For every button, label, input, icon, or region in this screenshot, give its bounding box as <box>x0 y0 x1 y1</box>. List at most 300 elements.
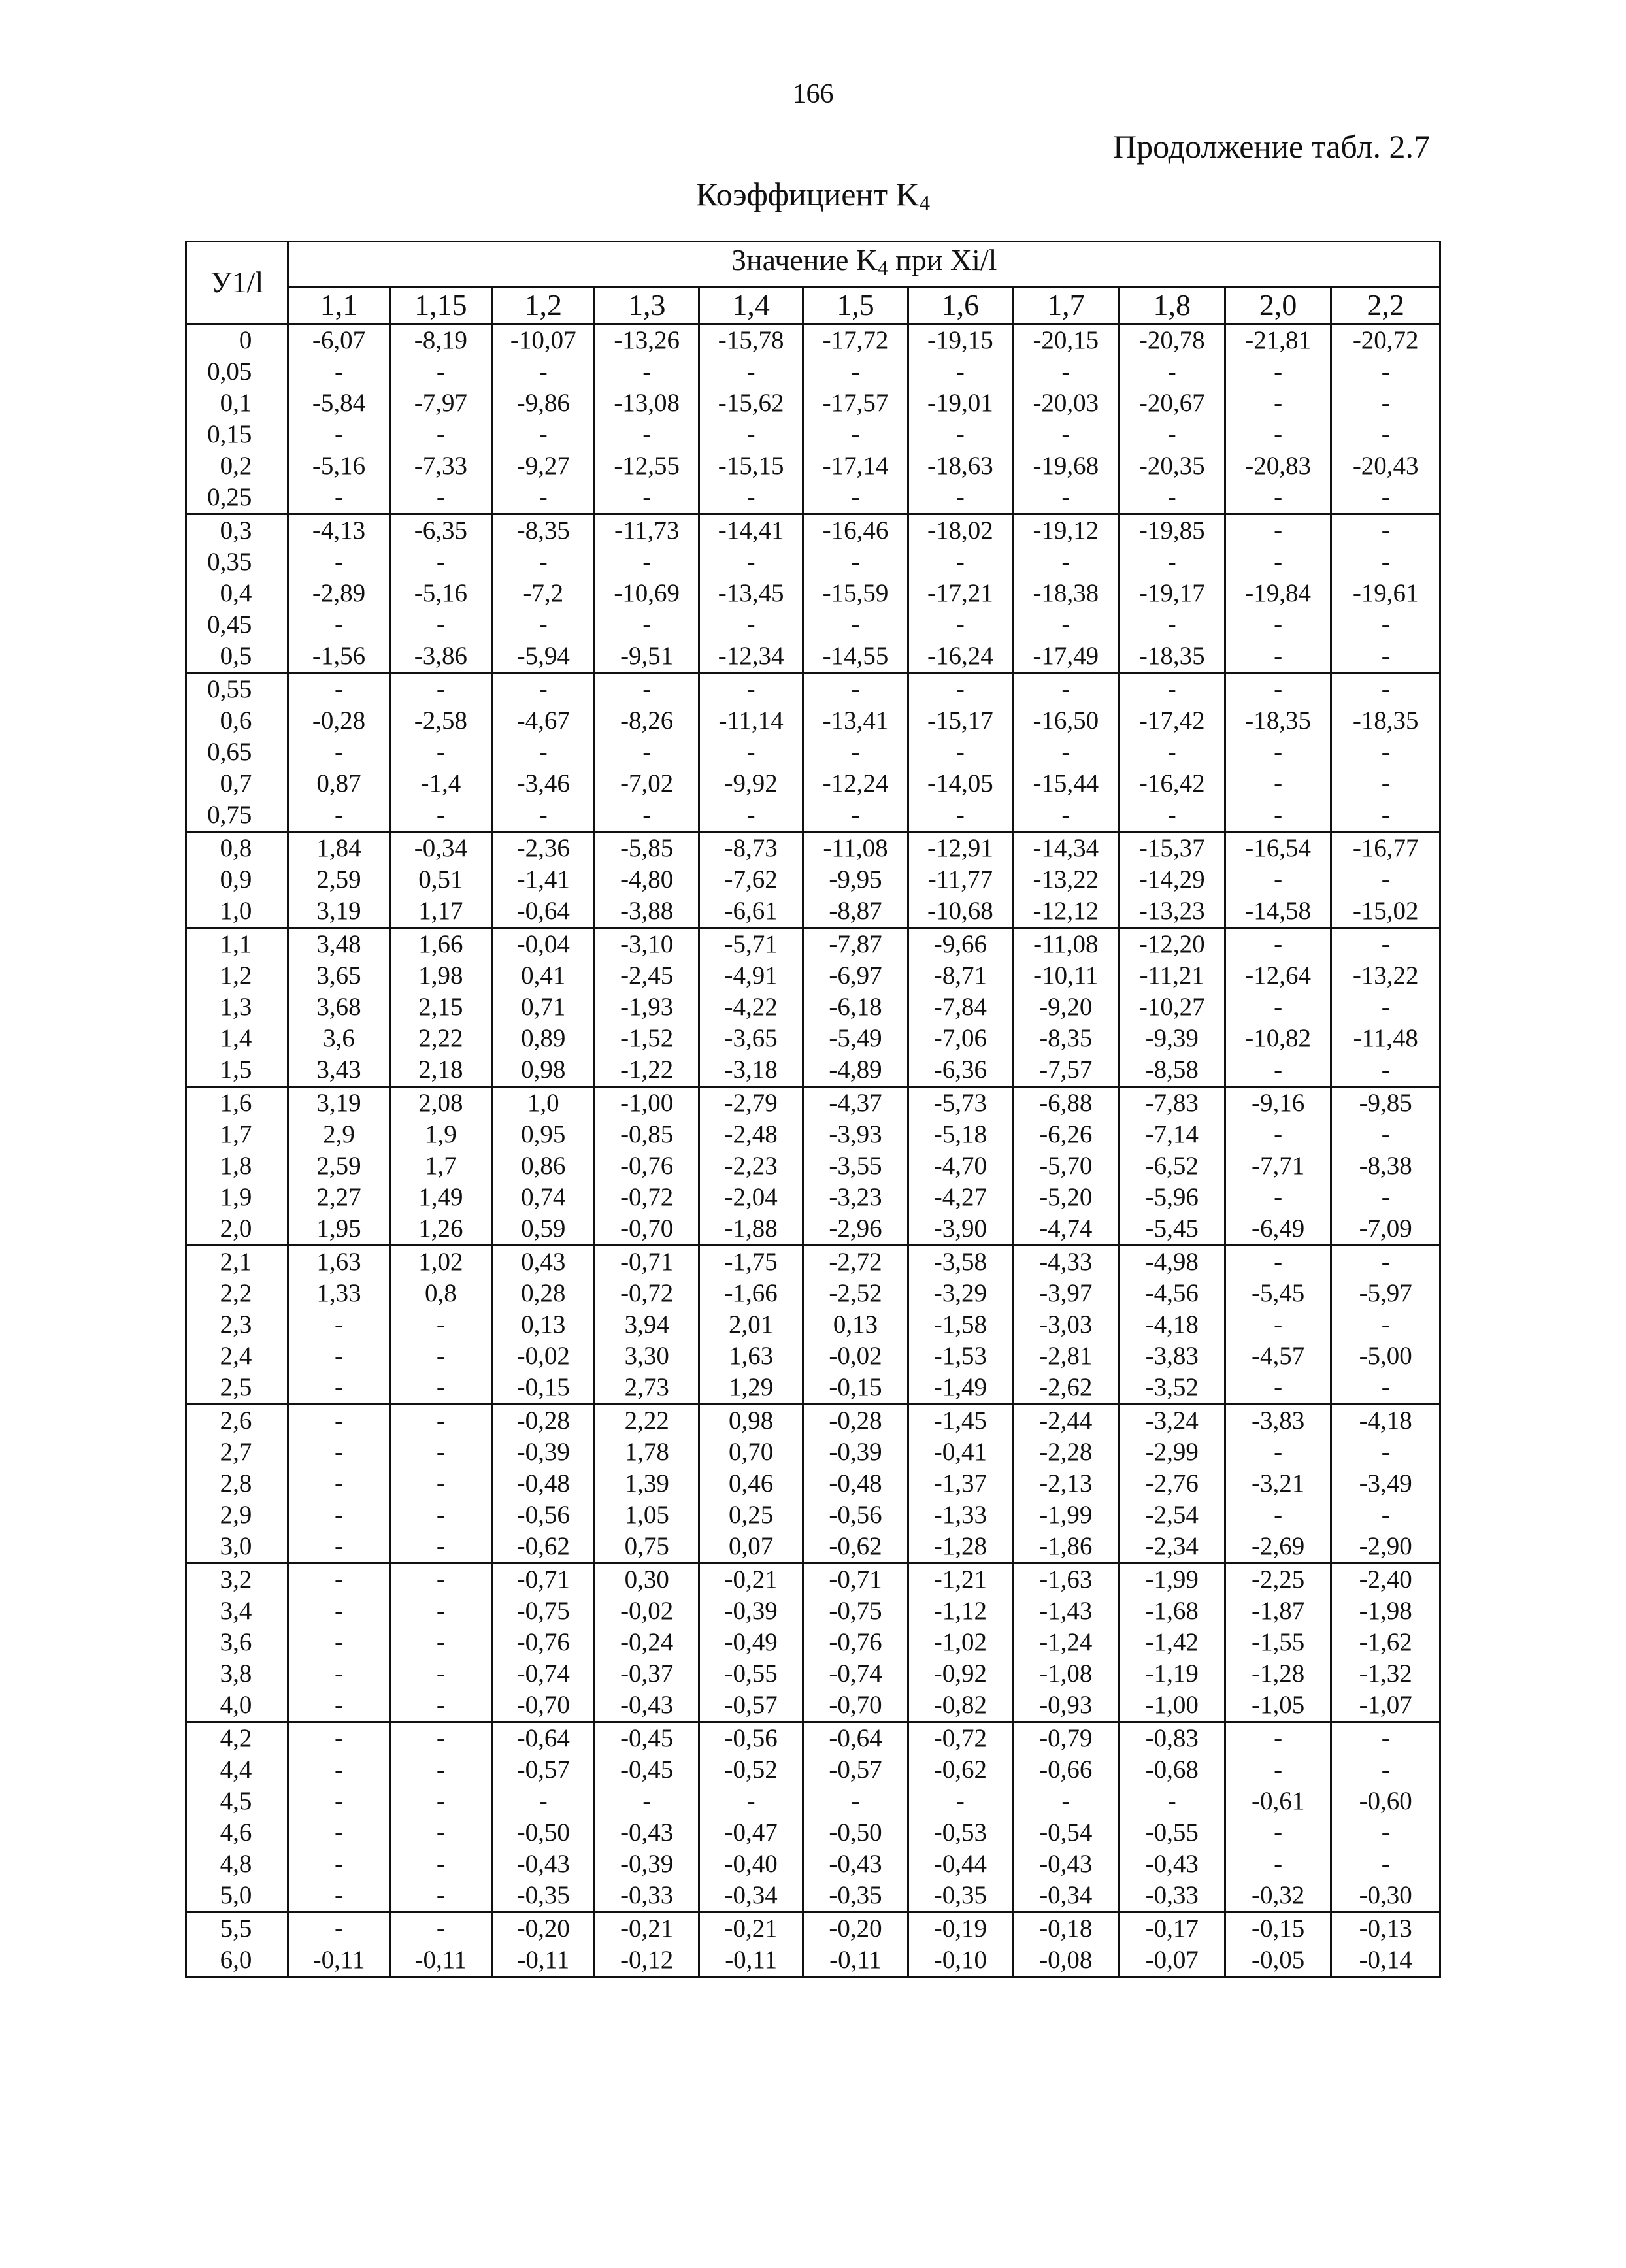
table-value: -0,35 <box>516 1880 570 1909</box>
table-value: -1,75 <box>724 1247 778 1276</box>
table-value: -0,83 <box>1145 1724 1199 1752</box>
table-value: - <box>335 1849 344 1878</box>
table-value: - <box>335 1914 344 1943</box>
table-value: -0,71 <box>620 1247 674 1276</box>
column-header: 1,4 <box>699 286 803 324</box>
table-value: -4,98 <box>1145 1247 1199 1276</box>
table-value: -0,04 <box>516 929 570 958</box>
table-value: -0,28 <box>516 1406 570 1435</box>
table-value: - <box>1274 675 1283 703</box>
table-value: - <box>539 547 548 576</box>
table-value: 1,63 <box>316 1247 361 1276</box>
table-value: -16,77 <box>1352 833 1419 862</box>
table-value: -0,21 <box>724 1565 778 1593</box>
value-cell <box>1225 1563 1331 1722</box>
table-value: -0,13 <box>1359 1914 1412 1943</box>
value-cell <box>288 1912 390 1976</box>
row-label: 4,0 <box>220 1690 252 1719</box>
table-value: -13,41 <box>822 706 889 735</box>
table-value: -0,72 <box>933 1724 987 1752</box>
table-value: -4,18 <box>1359 1406 1412 1435</box>
table-value: -0,11 <box>414 1945 467 1974</box>
table-value: - <box>335 547 344 576</box>
table-value: -5,00 <box>1359 1341 1412 1370</box>
table-value: -15,78 <box>718 325 784 354</box>
value-cell <box>699 514 803 673</box>
table-value: - <box>955 420 965 448</box>
table-value: - <box>335 675 344 703</box>
table-value: -10,11 <box>1033 961 1099 990</box>
row-label: 0,65 <box>207 737 252 766</box>
table-value: 3,68 <box>316 992 361 1021</box>
table-title <box>0 175 1626 216</box>
table-value: -0,15 <box>1252 1914 1305 1943</box>
value-cell <box>1013 1086 1119 1245</box>
table-value: - <box>642 737 652 766</box>
value-cell <box>390 1404 491 1563</box>
table-value: - <box>1061 357 1070 386</box>
table-value: - <box>335 1724 344 1752</box>
table-value: - <box>436 675 445 703</box>
table-value: - <box>642 800 652 829</box>
table-value: -11,08 <box>823 833 888 862</box>
row-label: 3,8 <box>220 1659 252 1688</box>
table-value: - <box>1274 1120 1283 1148</box>
table-value: 0,74 <box>521 1182 566 1211</box>
value-cell <box>595 1722 699 1912</box>
value-cell <box>390 514 491 673</box>
table-value: -2,28 <box>1039 1437 1093 1466</box>
table-value: - <box>436 1406 445 1435</box>
table-value: -0,05 <box>1252 1945 1305 1974</box>
column-header: 1,15 <box>390 286 491 324</box>
table-value: - <box>851 357 860 386</box>
value-cell <box>1013 673 1119 831</box>
table-value: -1,63 <box>1039 1565 1093 1593</box>
table-value: -0,20 <box>516 1914 570 1943</box>
table-value: -4,37 <box>829 1088 882 1117</box>
table-value: -0,30 <box>1359 1880 1412 1909</box>
table-value: - <box>335 420 344 448</box>
table-value: 1,0 <box>527 1088 559 1117</box>
value-cell <box>1119 831 1225 927</box>
row-labels-cell <box>186 927 288 1086</box>
table-value: -14,34 <box>1033 833 1099 862</box>
table-value: -10,27 <box>1138 992 1205 1021</box>
table-value: -0,74 <box>516 1659 570 1688</box>
table-value: -0,39 <box>516 1437 570 1466</box>
table-value: -3,49 <box>1359 1469 1412 1497</box>
table-value: - <box>955 675 965 703</box>
table-value: 1,78 <box>624 1437 669 1466</box>
table-value: - <box>436 1690 445 1719</box>
table-value: - <box>436 1880 445 1909</box>
table-value: -5,20 <box>1039 1182 1093 1211</box>
row-label: 0,15 <box>207 420 252 448</box>
table-value: - <box>1381 388 1390 417</box>
table-value: - <box>1381 516 1390 544</box>
table-value: - <box>335 1531 344 1560</box>
value-cell <box>1225 324 1331 514</box>
value-cell <box>1331 1086 1440 1245</box>
table-value: -0,35 <box>933 1880 987 1909</box>
table-value: 0,89 <box>521 1024 566 1052</box>
table-value: -14,41 <box>718 516 784 544</box>
table-value: -13,45 <box>718 578 784 607</box>
table-value: -0,34 <box>724 1880 778 1909</box>
table-value: 1,95 <box>316 1214 361 1242</box>
value-cell <box>288 1563 390 1722</box>
table-value: - <box>851 1786 860 1815</box>
table-value: -3,18 <box>724 1055 778 1084</box>
row-label: 0,55 <box>207 675 252 703</box>
table-value: - <box>335 1786 344 1815</box>
row-label: 0,05 <box>207 357 252 386</box>
table-value: -4,18 <box>1145 1310 1199 1339</box>
table-value: -2,04 <box>724 1182 778 1211</box>
table-value: -18,38 <box>1033 578 1099 607</box>
table-value: - <box>1274 1849 1283 1878</box>
table-value: -12,12 <box>1033 896 1099 925</box>
value-cell <box>1119 1086 1225 1245</box>
row-label: 1,9 <box>220 1182 252 1211</box>
table-value: 1,9 <box>425 1120 457 1148</box>
table-value: - <box>851 800 860 829</box>
table-value: -1,55 <box>1252 1627 1305 1656</box>
table-value: -3,24 <box>1145 1406 1199 1435</box>
table-value: - <box>1274 1247 1283 1276</box>
table-value: -17,21 <box>927 578 993 607</box>
table-value: 2,59 <box>316 865 361 893</box>
value-cell <box>492 514 595 673</box>
value-cell <box>908 324 1012 514</box>
table-value: -5,45 <box>1252 1278 1305 1307</box>
table-value: -9,86 <box>516 388 570 417</box>
value-cell <box>1013 1563 1119 1722</box>
table-value: -5,97 <box>1359 1278 1412 1307</box>
table-value: - <box>436 1531 445 1560</box>
table-value: - <box>851 420 860 448</box>
value-cell <box>803 831 908 927</box>
table-value: - <box>851 675 860 703</box>
column-header: 1,7 <box>1013 286 1119 324</box>
table-value: - <box>436 482 445 511</box>
table-value: -14,05 <box>927 769 993 797</box>
table-value: - <box>335 357 344 386</box>
table-value: -0,93 <box>1039 1690 1093 1719</box>
table-value: -0,02 <box>829 1341 882 1370</box>
table-value: - <box>436 420 445 448</box>
table-value: 0,30 <box>624 1565 669 1593</box>
table-value: - <box>436 1659 445 1688</box>
table-value: 1,02 <box>418 1247 463 1276</box>
table-value: 1,17 <box>418 896 463 925</box>
value-cell <box>1225 927 1331 1086</box>
table-value: -0,15 <box>829 1373 882 1401</box>
table-value: -0,48 <box>829 1469 882 1497</box>
value-cell <box>908 1404 1012 1563</box>
table-value: -7,33 <box>414 451 468 480</box>
table-value: -0,39 <box>829 1437 882 1466</box>
value-cell <box>908 927 1012 1086</box>
row-label: 1,6 <box>220 1088 252 1117</box>
table-value: - <box>335 1596 344 1625</box>
value-cell <box>1225 514 1331 673</box>
table-row-group <box>186 927 1440 1086</box>
table-value: -0,21 <box>724 1914 778 1943</box>
row-label: 1,5 <box>220 1055 252 1084</box>
table-value: -1,02 <box>933 1627 987 1656</box>
table-value: 2,22 <box>624 1406 669 1435</box>
table-value: - <box>1274 641 1283 670</box>
table-value: -0,50 <box>829 1818 882 1846</box>
value-cell <box>1331 927 1440 1086</box>
value-cell <box>1119 1563 1225 1722</box>
column-header: 2,2 <box>1331 286 1440 324</box>
table-value: -1,53 <box>933 1341 987 1370</box>
table-value: -0,08 <box>1039 1945 1093 1974</box>
table-value: -2,25 <box>1252 1565 1305 1593</box>
value-cell <box>595 1912 699 1976</box>
table-value: -2,52 <box>829 1278 882 1307</box>
table-value: - <box>1061 547 1070 576</box>
value-cell <box>492 927 595 1086</box>
table-value: -2,72 <box>829 1247 882 1276</box>
table-value: -5,73 <box>933 1088 987 1117</box>
value-cell <box>288 1086 390 1245</box>
row-labels-cell <box>186 1563 288 1722</box>
table-value: 0,59 <box>521 1214 566 1242</box>
table-value: - <box>642 482 652 511</box>
table-value: - <box>335 1437 344 1466</box>
table-value: - <box>436 610 445 639</box>
table-value: -20,72 <box>1352 325 1419 354</box>
value-cell <box>492 1086 595 1245</box>
table-value: -10,07 <box>510 325 576 354</box>
table-value: - <box>1381 1849 1390 1878</box>
value-cell <box>1119 324 1225 514</box>
table-value: - <box>746 610 755 639</box>
table-value: -0,71 <box>516 1565 570 1593</box>
table-value: - <box>436 800 445 829</box>
table-value: - <box>1274 610 1283 639</box>
column-header: 1,6 <box>908 286 1012 324</box>
table-value: - <box>1167 420 1176 448</box>
table-value: -20,78 <box>1138 325 1205 354</box>
table-value: - <box>335 1565 344 1593</box>
table-value: - <box>1381 769 1390 797</box>
table-value: - <box>436 1565 445 1593</box>
table-value: 3,48 <box>316 929 361 958</box>
table-value: - <box>1274 1373 1283 1401</box>
table-value: -0,76 <box>516 1627 570 1656</box>
table-value: -0,76 <box>829 1627 882 1656</box>
table-value: - <box>436 1500 445 1529</box>
table-value: 1,49 <box>418 1182 463 1211</box>
table-value: -0,11 <box>725 1945 777 1974</box>
table-value: - <box>1381 357 1390 386</box>
column-header: 1,8 <box>1119 286 1225 324</box>
value-cell <box>699 1404 803 1563</box>
table-value: 2,08 <box>418 1088 463 1117</box>
table-value: -0,92 <box>933 1659 987 1688</box>
table-value: -6,52 <box>1145 1151 1199 1180</box>
table-value: - <box>1061 482 1070 511</box>
table-value: -0,45 <box>620 1724 674 1752</box>
table-value: -13,22 <box>1352 961 1419 990</box>
table-value: -12,55 <box>614 451 680 480</box>
table-value: - <box>1274 516 1283 544</box>
table-value: -9,39 <box>1145 1024 1199 1052</box>
table-value: -2,69 <box>1252 1531 1305 1560</box>
table-value: -1,22 <box>620 1055 674 1084</box>
table-value: -11,08 <box>1033 929 1099 958</box>
table-value: -20,15 <box>1033 325 1099 354</box>
value-cell <box>595 1086 699 1245</box>
table-value: -3,23 <box>829 1182 882 1211</box>
row-label: 1,3 <box>220 992 252 1021</box>
table-value: - <box>1061 420 1070 448</box>
table-value: - <box>1061 737 1070 766</box>
table-value: -0,19 <box>933 1914 987 1943</box>
table-value: - <box>1381 1373 1390 1401</box>
row-label: 0,7 <box>220 769 252 797</box>
row-label: 2,1 <box>220 1247 252 1276</box>
table-value: -19,61 <box>1352 578 1419 607</box>
table-value: -3,52 <box>1145 1373 1199 1401</box>
table-value: -2,13 <box>1039 1469 1093 1497</box>
value-cell <box>1013 927 1119 1086</box>
table-value: -6,26 <box>1039 1120 1093 1148</box>
table-value: -19,12 <box>1033 516 1099 544</box>
table-value: - <box>1381 1120 1390 1148</box>
table-value: -5,71 <box>724 929 778 958</box>
value-cell <box>1331 1404 1440 1563</box>
table-value: -2,96 <box>829 1214 882 1242</box>
row-label: 2,0 <box>220 1214 252 1242</box>
value-cell <box>1331 831 1440 927</box>
table-value: -4,70 <box>933 1151 987 1180</box>
table-value: - <box>1061 610 1070 639</box>
table-value: - <box>436 1310 445 1339</box>
value-cell <box>288 927 390 1086</box>
value-cell <box>1013 324 1119 514</box>
table-value: -2,34 <box>1145 1531 1199 1560</box>
table-value: 0,46 <box>728 1469 774 1497</box>
table-value: -0,71 <box>829 1565 882 1593</box>
column-group-header-main: Значение K <box>731 243 878 276</box>
table-value: -0,35 <box>829 1880 882 1909</box>
table-value: -7,71 <box>1252 1151 1305 1180</box>
table-value: - <box>746 420 755 448</box>
table-value: - <box>642 357 652 386</box>
table-value: -1,52 <box>620 1024 674 1052</box>
table-value: -3,21 <box>1252 1469 1305 1497</box>
table-value: - <box>1381 1437 1390 1466</box>
value-cell <box>595 1245 699 1404</box>
value-cell <box>803 1404 908 1563</box>
table-value: -6,35 <box>414 516 468 544</box>
table-value: -9,92 <box>724 769 778 797</box>
table-value: -1,99 <box>1145 1565 1199 1593</box>
table-value: -9,66 <box>933 929 987 958</box>
row-label: 0,4 <box>220 578 252 607</box>
row-label: 6,0 <box>220 1945 252 1974</box>
table-value: - <box>436 357 445 386</box>
table-value: -9,20 <box>1039 992 1093 1021</box>
table-value: -8,35 <box>516 516 570 544</box>
table-value: -0,56 <box>829 1500 882 1529</box>
coefficient-table <box>185 241 1441 1978</box>
table-value: -9,27 <box>516 451 570 480</box>
table-value: 1,66 <box>418 929 463 958</box>
row-label: 0,9 <box>220 865 252 893</box>
table-value: -2,99 <box>1145 1437 1199 1466</box>
table-value: 0,87 <box>316 769 361 797</box>
table-value: - <box>1381 865 1390 893</box>
table-value: -3,86 <box>414 641 468 670</box>
table-value: - <box>955 482 965 511</box>
table-value: - <box>539 800 548 829</box>
table-value: -5,84 <box>312 388 366 417</box>
table-value: -12,91 <box>927 833 993 862</box>
table-value: - <box>642 1786 652 1815</box>
table-value: -21,81 <box>1245 325 1312 354</box>
table-value: -15,02 <box>1352 896 1419 925</box>
value-cell <box>595 324 699 514</box>
value-cell <box>1331 673 1440 831</box>
table-value: 1,26 <box>418 1214 463 1242</box>
table-value: 0,41 <box>521 961 566 990</box>
table-value: -1,66 <box>724 1278 778 1307</box>
table-value: -0,34 <box>414 833 468 862</box>
table-value: 0,75 <box>624 1531 669 1560</box>
table-value: -9,85 <box>1359 1088 1412 1117</box>
row-label: 1,2 <box>220 961 252 990</box>
table-value: -0,70 <box>620 1214 674 1242</box>
value-cell <box>699 1245 803 1404</box>
value-cell <box>699 831 803 927</box>
table-value: - <box>1167 610 1176 639</box>
table-value: - <box>1274 992 1283 1021</box>
table-value: -4,57 <box>1252 1341 1305 1370</box>
value-cell <box>803 324 908 514</box>
table-value: 1,05 <box>624 1500 669 1529</box>
value-cell <box>1331 1245 1440 1404</box>
table-row-group <box>186 673 1440 831</box>
table-value: - <box>335 482 344 511</box>
row-label: 2,9 <box>220 1500 252 1529</box>
value-cell <box>1013 1722 1119 1912</box>
table-value: 0,25 <box>728 1500 774 1529</box>
value-cell <box>699 927 803 1086</box>
table-value: -13,23 <box>1138 896 1205 925</box>
table-value: - <box>1274 737 1283 766</box>
table-value: - <box>1274 420 1283 448</box>
table-value: -12,20 <box>1138 929 1205 958</box>
table-value: -0,55 <box>1145 1818 1199 1846</box>
value-cell <box>595 927 699 1086</box>
table-value: -3,97 <box>1039 1278 1093 1307</box>
table-value: -1,43 <box>1039 1596 1093 1625</box>
table-value: - <box>1167 1786 1176 1815</box>
table-value: - <box>1381 929 1390 958</box>
table-value: -18,63 <box>927 451 993 480</box>
table-value: - <box>1061 675 1070 703</box>
column-header: 1,3 <box>595 286 699 324</box>
table-value: -12,34 <box>718 641 784 670</box>
table-value: 2,18 <box>418 1055 463 1084</box>
